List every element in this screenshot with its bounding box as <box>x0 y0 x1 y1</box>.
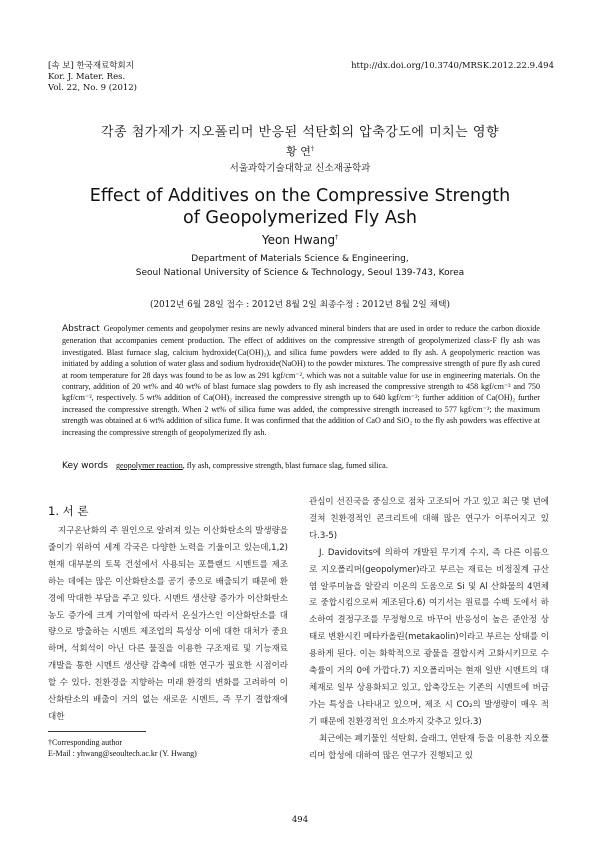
affiliation-korean: 서울과학기술대학교 신소재공학과 <box>229 163 371 174</box>
right-paragraph-1: 관심이 선진국을 중심으로 점차 고조되어 가고 있고 최근 몇 년에 걸쳐 친환경적인 콘크리트에 대해 많은 연구가 이루어지고 있다.3-5) <box>309 497 549 541</box>
page-number: 494 <box>291 815 309 825</box>
abstract-label: Abstract <box>62 324 100 334</box>
submission-dates: (2012년 6월 28일 접수 : 2012년 8월 2일 최종수정 : 2012년 8월 2일 채택) <box>150 300 450 310</box>
title-english <box>0 185 600 229</box>
footnote-email: E-Mail : yhwang@seoultech.ac.kr (Y. Hwang) <box>48 749 197 758</box>
title-english-line1: Effect of Additives on the Compressive Strength <box>89 186 511 206</box>
right-paragraph-2: J. Davidovits에 의하여 개발된 무기계 수지, 즉 다른 이름으로 지오폴리머(geopolymer)라고 부르는 재료는 비정질계 규산염 알루미늄을 알칼리 이온의 도움으로 Si 및 Al 산화물의 4면체로 중합시킴으로써 제조된다.6) 여기서는 원료를 수백 도에서 하소하여 결정구조를 무정형으로 바꾸어 반응성이 높은 준안정 상태로 변환시킨 메타카올린(metakaolin)이라고 부르는 상태를 이용하게 된다. 이는 화학적으로 광물을 결합시켜 고화시키므로 수축률이 거의 0에 가깝다.7) 지오폴리머는 현재 일반 시멘트의 대체재로 일부 상용화되고 있고, 압축강도는 기존의 시멘트에 버금가는 특성을 나타내고 있으며, 제조 시 CO₂의 발생량이 매우 적기 때문에 친환경적인 요소까지 갖추고 있다.3) <box>309 547 549 727</box>
section-heading: 1. 서 론 <box>48 504 89 518</box>
footnote-divider <box>48 731 146 732</box>
doi-link[interactable]: http://dx.doi.org/10.3740/MRSK.2012.22.9.494 <box>351 61 554 71</box>
right-paragraph-3: 최근에는 폐기물인 석탄회, 슬래그, 연탄재 등을 이용한 지오폴리머 합성에 대하여 많은 연구가 진행되고 있 <box>309 733 549 761</box>
affiliation-english-line2: Seoul National University of Science & Technology, Seoul 139-743, Korea <box>135 268 465 278</box>
abstract-text: Geopolymer cements and geopolymer resins are newly advanced mineral binders that are used in order to reduce the carbon dioxide generation that accompanies cement production. The effect of additives on the compressive strength of geopolymerized class-F fly ash was investigated. Blast furnace slag, calcium hydroxide(Ca(OH)₂), and silica fume powders were added to fly ash. A geopolymeric reaction was initiated by adding a solution of water glass and sodium hydroxide(NaOH) to the powder mixtures. The compressive strength of pure fly ash cured at room temperature for 28 days was found to be as low as 291 kgf/cm⁻², which was not a suitable value for use in engineering materials. On the contrary, addition of 20 wt% and 40 wt% of blast furnace slag powders to fly ash increased the compressive strength to 458 kgf/cm⁻² and 750 kgf/cm⁻², respectively. 5 wt% addition of Ca(OH)₂ increased the compressive strength up to 640 kgf/cm⁻²; further addition of Ca(OH)₂ further increased the compressive strength. When 2 wt% of silica fume was added, the compressive strength increased to 577 kgf/cm⁻²; the maximum strength was obtained at 6 wt% addition of silica fume. It was confirmed that the addition of CaO and SiO₂ to the fly ash powders was effective at increasing the compressive strength of geopolymerized fly ash. <box>62 324 540 437</box>
corresponding-mark-en: † <box>335 234 339 241</box>
title-korean: 각종 첨가제가 지오폴리머 반응된 석탄회의 압축강도에 미치는 영향 <box>100 125 500 140</box>
left-paragraph: 지구온난화의 주 원인으로 알려져 있는 이산화탄소의 발생량을 줄이기 위하여 세계 각국은 다양한 노력을 기울이고 있는데,1,2) 현재 대부분의 토목 건설에서 사용되는 포틀랜드 시멘트를 제조하는 데에는 많은 이산화탄소를 공기 중으로 배출되기 때문에 환경에 막대한 부담을 주고 있다. 시멘트 생산량 증가가 이산화탄소 농도 증가에 크게 기여함에 따라서 온실가스인 이산화탄소를 대량으로 방출하는 시멘트 제조업의 특성상 이에 대한 대처가 중요하며, 석회석이 아닌 다른 물질을 이용한 구조재료 및 기능재료 개발을 통한 시멘트 생산량 감축에 대한 연구가 필요한 시점이라 할 수 있다. 친환경을 지향하는 미래 환경의 변화를 고려하여 이산화탄소의 배출이 거의 없는 새로운 시멘트, 즉 무기 결합재에 대한 <box>48 526 288 722</box>
left-column <box>48 523 288 726</box>
keywords-rest: , fly ash, compressive strength, blast furnace slag, fumed silica. <box>182 461 388 470</box>
footnote-corresponding: †Corresponding author <box>48 738 122 747</box>
right-column <box>309 494 549 765</box>
abstract <box>62 323 540 438</box>
journal-name-en: Kor. J. Mater. Res. <box>48 72 126 82</box>
journal-header <box>48 61 137 94</box>
author-english-name: Yeon Hwang <box>261 233 336 247</box>
author-korean-name: 황 연 <box>286 145 311 158</box>
title-english-line2: of Geopolymerized Fly Ash <box>182 208 418 228</box>
corresponding-mark: † <box>310 145 314 153</box>
affiliation-english <box>0 252 600 280</box>
keywords <box>62 461 540 471</box>
journal-volume: Vol. 22, No. 9 (2012) <box>48 83 138 93</box>
author-english <box>0 233 600 247</box>
footnote <box>48 737 197 759</box>
affiliation-english-line1: Department of Materials Science & Engineering, <box>191 254 409 264</box>
keywords-label: Key words <box>62 461 108 471</box>
journal-name-ko: [속 보] 한국재료학회지 <box>48 61 134 71</box>
author-korean <box>0 143 600 159</box>
keyword-first: geopolymer reaction <box>116 461 183 470</box>
